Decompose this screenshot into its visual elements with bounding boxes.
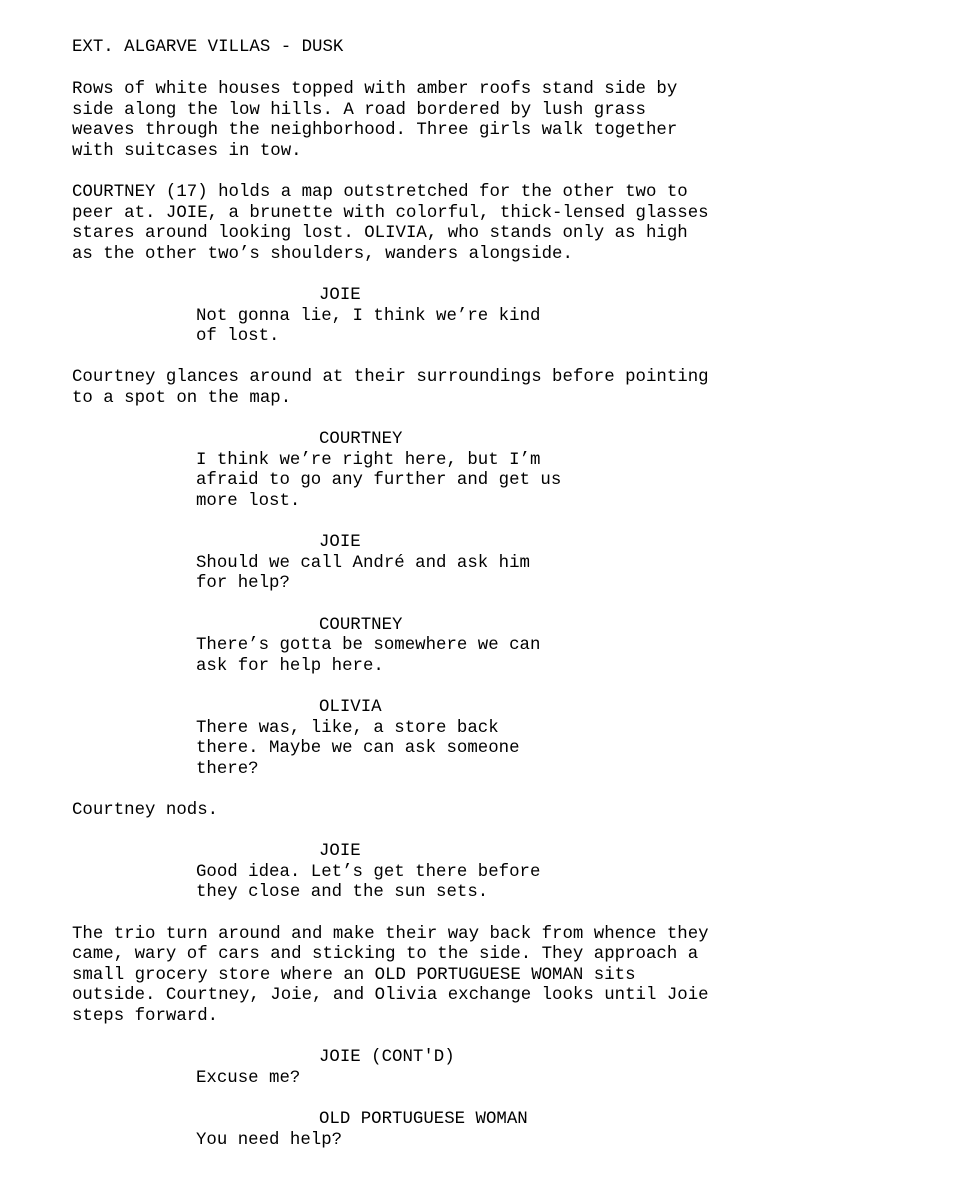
character-cue: COURTNEY — [319, 615, 403, 635]
dialogue-line: There was, like, a store back — [196, 718, 499, 738]
action-line: steps forward. — [72, 1007, 219, 1026]
dialogue-line: Good idea. Let’s get there before — [196, 862, 541, 882]
character-cue: JOIE (CONT'D) — [319, 1048, 455, 1068]
dialogue-line: Not gonna lie, I think we’re kind — [196, 306, 541, 326]
character-cue: OLD PORTUGUESE WOMAN — [319, 1110, 528, 1129]
character-cue: JOIE — [319, 842, 361, 862]
action-line: small grocery store where an OLD PORTUGUESE WOMAN sits — [72, 965, 636, 985]
character-cue: JOIE — [319, 533, 361, 553]
action-line: Courtney nods. — [72, 801, 219, 820]
action-line: COURTNEY (17) holds a map outstretched for the other two to — [72, 183, 688, 202]
character-cue: OLIVIA — [319, 698, 382, 717]
action-line: Courtney glances around at their surroundings before pointing — [72, 368, 709, 388]
action-line: to a spot on the map. — [72, 389, 292, 408]
dialogue-line: afraid to go any further and get us — [196, 471, 562, 491]
action-line: as the other two’s shoulders, wanders alongside. — [72, 244, 573, 264]
dialogue-line: There’s gotta be somewhere we can — [196, 636, 541, 656]
action-line: weaves through the neighborhood. Three girls walk together — [72, 121, 678, 141]
character-cue: JOIE — [319, 286, 361, 305]
dialogue-line: I think we’re right here, but I’m — [196, 450, 541, 470]
dialogue-line: You need help? — [196, 1130, 343, 1150]
action-line: outside. Courtney, Joie, and Olivia exchange looks until Joie — [72, 986, 709, 1006]
character-cue: COURTNEY — [319, 430, 403, 450]
action-line: Rows of white houses topped with amber roofs stand side by — [72, 80, 678, 99]
action-line: peer at. JOIE, a brunette with colorful, thick-lensed glasses — [72, 203, 709, 223]
dialogue-line: Should we call André and ask him — [196, 553, 530, 573]
action-line: side along the low hills. A road bordered by lush grass — [72, 100, 646, 120]
dialogue-line: ask for help here. — [196, 656, 384, 676]
action-line: came, wary of cars and sticking to the side. They approach a — [72, 945, 699, 965]
scene-heading: EXT. ALGARVE VILLAS - DUSK — [72, 38, 344, 57]
action-line: The trio turn around and make their way back from whence they — [72, 924, 709, 944]
dialogue-line: they close and the sun sets. — [196, 883, 489, 903]
dialogue-line: there. Maybe we can ask someone — [196, 739, 520, 759]
dialogue-line: Excuse me? — [196, 1068, 301, 1088]
dialogue-line: for help? — [196, 574, 290, 594]
dialogue-line: of lost. — [196, 327, 280, 347]
action-line: with suitcases in tow. — [72, 141, 302, 161]
dialogue-line: there? — [196, 759, 259, 779]
dialogue-line: more lost. — [196, 492, 301, 511]
action-line: stares around looking lost. OLIVIA, who stands only as high — [72, 224, 688, 244]
